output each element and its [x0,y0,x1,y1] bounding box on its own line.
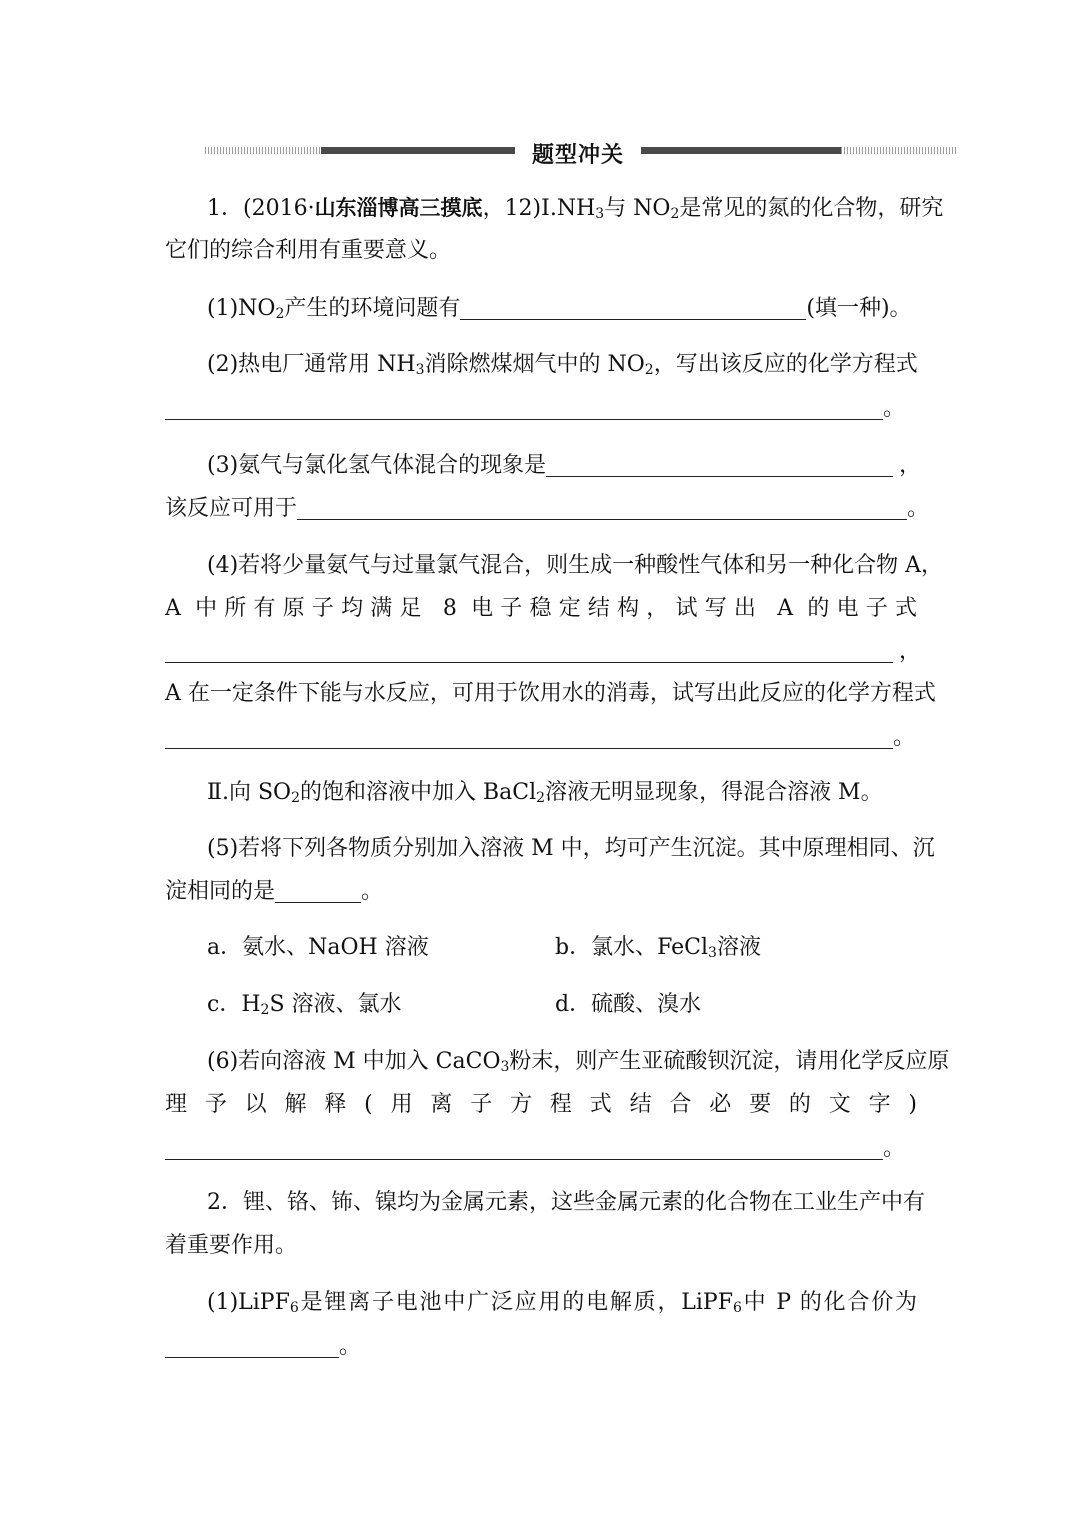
q2-intro-line1: 2．锂、铬、钸、镍均为金属元素，这些金属元素的化合物在工业生产中有 [207,1190,925,1215]
answer-blank[interactable] [165,1356,339,1358]
answer-blank[interactable] [297,518,907,520]
header-bar-right [641,147,841,154]
answer-blank[interactable] [165,418,883,420]
q1-intro-line1: 1．(2016·山东淄博高三摸底，$12)Ⅰ.NH_3$与 $NO_2$是常见的氮的化合物，研究 [207,196,944,222]
q1-part1: $(1)NO_2$产生的环境问题有 (填一种)。 [207,296,912,322]
q1-option-a: a．氨水、NaOH 溶液 [207,935,429,960]
answer-blank[interactable] [165,661,893,663]
q1-part6-line2: 理予以解释(用离子方程式结合必要的文字) [165,1092,917,1117]
q2-part1-line2: 。 [165,1336,917,1358]
q1-part4-line4: A 在一定条件下能与水反应，可用于饮用水的消毒，试写出此反应的化学方程式 [165,681,936,706]
q1-part3-line1: (3)氨气与氯化氢气体混合的现象是 ， [207,453,922,478]
section-header [205,138,957,168]
q1-part6-line3: 。 [165,1138,917,1160]
q1-part4-line5: 。 [165,727,917,749]
answer-blank[interactable] [165,747,893,749]
answer-blank[interactable] [165,1158,883,1160]
q1-option-b: b．氯水、FeCl$_3$溶液 [555,935,761,961]
q1-part2-line2: 。 [165,398,917,420]
section-title: 题型冲关 [531,143,624,168]
q1-part4-line3: ， [165,641,917,663]
answer-blank[interactable] [275,901,361,903]
q1-part-ii: Ⅱ.向 $SO_2$的饱和溶液中加入 BaCl$_2$溶液无明显现象，得混合溶液 M。 [207,780,883,806]
q1-part4-line1: (4)若将少量氨气与过量氯气混合，则生成一种酸性气体和另一种化合物 A， [207,553,944,578]
answer-blank[interactable] [546,475,893,477]
q2-intro-line2: 着重要作用。 [165,1233,298,1258]
q1-part4-line2: A 中所有原子均满足 8 电子稳定结构，试写出 A 的电子式 [165,596,917,621]
q1-part6-line1: (6)若向溶液 M 中加入 CaCO$_3$粉末，则产生亚硫酸钡沉淀，请用化学反应原 [207,1049,950,1075]
q1-option-d: d．硫酸、溴水 [555,992,702,1017]
q1-intro-line2: 它们的综合利用有重要意义。 [165,238,452,263]
answer-blank[interactable] [460,318,806,320]
q1-part2-line1: (2)热电厂通常用 $NH_3$消除燃煤烟气中的 $NO_2$，写出该反应的化学方程式 [207,352,918,378]
header-bar-left [321,147,515,154]
q1-part3-line2: 该反应可用于 。 [165,496,930,521]
q1-part5-line2: 淀相同的是 。 [165,879,384,904]
header-pattern-right [841,147,957,154]
q1-source: 山东淄博高三摸底 [314,196,483,220]
q2-part1-line1: (1)LiPF$_6$是锂离子电池中广泛应用的电解质，LiPF$_6$中 P 的化合价为 [207,1290,918,1316]
q1-part5-line1: (5)若将下列各物质分别加入溶液 M 中，均可产生沉淀。其中原理相同、沉 [207,836,935,861]
header-pattern-left [205,147,320,154]
q1-option-c: c．$H_2S$ 溶液、氯水 [207,992,402,1018]
